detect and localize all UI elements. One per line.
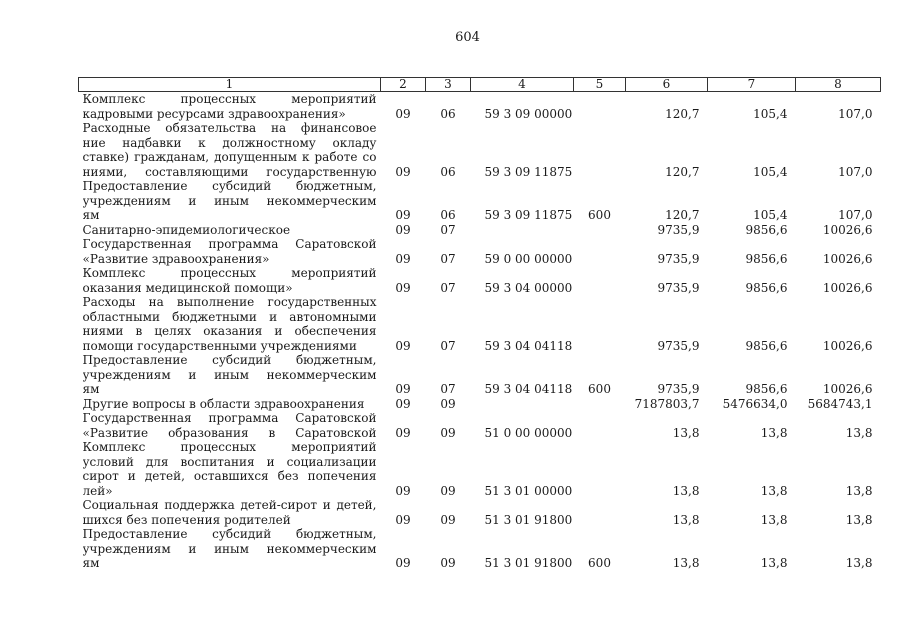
row-name-line: Комплекс процессных мероприятий	[82, 440, 377, 454]
row-name	[79, 92, 381, 122]
expense-type-code: 600	[588, 208, 611, 222]
section-code: 09	[395, 208, 411, 222]
table-row	[79, 179, 881, 223]
amount-year-1: 9735,9	[657, 338, 700, 353]
subsection-code: 07	[440, 338, 456, 353]
amount-year-3: 13,8	[845, 512, 873, 527]
amount-year-1: 120,7	[665, 106, 700, 121]
table-row	[79, 527, 881, 571]
header-row	[79, 78, 881, 92]
amount-year-3: 10026,6	[822, 251, 873, 266]
column-header-4: 4	[471, 78, 574, 92]
section-code: 09	[395, 483, 411, 498]
amount-year-3: 107,0	[838, 164, 873, 179]
row-name-line: ям	[82, 208, 100, 222]
subsection-code: 07	[440, 222, 456, 237]
expense-type-code	[574, 121, 626, 179]
target-article-code: 59 0 00 00000	[484, 251, 573, 266]
amount-year-2: 105,4	[753, 208, 788, 222]
amount-year-1: 9735,9	[657, 222, 700, 237]
amount-year-1: 13,8	[672, 483, 700, 498]
amount-year-1: 9735,9	[657, 251, 700, 266]
amount-year-3: 13,8	[845, 425, 873, 440]
expense-type-code	[574, 92, 626, 122]
row-name-line: условий для воспитания и социализации	[82, 454, 377, 469]
budget-table	[78, 77, 881, 571]
row-name-line: лей»	[82, 483, 113, 498]
amount-year-3: 107,0	[838, 106, 873, 121]
amount-year-2: 105,4	[753, 164, 788, 179]
row-name-line: ям	[82, 556, 100, 570]
page-number: 604	[455, 30, 480, 45]
amount-year-3: 13,8	[845, 556, 873, 570]
target-article-code: 59 3 09 11875	[484, 164, 573, 179]
row-name-line: сирот и детей, оставшихся без попечения	[82, 469, 377, 483]
column-header-2: 2	[381, 78, 426, 92]
row-name-line: ям	[82, 382, 100, 396]
column-header-5: 5	[574, 78, 626, 92]
expense-type-code	[574, 266, 626, 295]
row-name-line: Предоставление субсидий бюджетным,	[82, 527, 377, 541]
amount-year-2: 9856,6	[745, 338, 788, 353]
row-name-line: областными бюджетными и автономными	[82, 309, 377, 324]
row-name	[79, 266, 381, 295]
subsection-code: 07	[440, 382, 456, 396]
subsection-code: 06	[440, 106, 456, 121]
amount-year-2: 105,4	[753, 106, 788, 121]
target-article-code	[471, 223, 574, 238]
table-row	[79, 295, 881, 353]
expense-type-code: 600	[588, 556, 611, 570]
row-name-line: ние надбавки к должностному окладу	[82, 135, 377, 150]
row-name-line: учреждениям и иным некоммерческим	[82, 367, 377, 382]
row-name	[79, 223, 381, 238]
section-code: 09	[395, 382, 411, 396]
subsection-code: 07	[440, 280, 456, 295]
section-code: 09	[395, 222, 411, 237]
column-header-7: 7	[708, 78, 796, 92]
row-name-line: Государственная программа Саратовской	[82, 411, 377, 425]
row-name-line: Расходные обязательства на финансовое	[82, 121, 377, 135]
amount-year-3: 10026,6	[822, 222, 873, 237]
amount-year-2: 5476634,0	[722, 396, 788, 411]
section-code: 09	[395, 556, 411, 570]
table-row	[79, 237, 881, 266]
amount-year-2: 13,8	[760, 512, 788, 527]
column-header-1: 1	[79, 78, 381, 92]
table-row	[79, 223, 881, 238]
section-code: 09	[395, 251, 411, 266]
subsection-code: 07	[440, 251, 456, 266]
table-row	[79, 266, 881, 295]
amount-year-1: 13,8	[672, 425, 700, 440]
expense-type-code	[574, 237, 626, 266]
subsection-code: 09	[440, 396, 456, 411]
subsection-code: 06	[440, 208, 456, 222]
amount-year-3: 107,0	[838, 208, 873, 222]
row-name	[79, 397, 381, 412]
table-row	[79, 353, 881, 397]
row-name-line: «Развитие образования в Саратовской	[82, 425, 377, 440]
amount-year-1: 120,7	[665, 208, 700, 222]
amount-year-2: 9856,6	[745, 222, 788, 237]
expense-type-code	[574, 440, 626, 498]
row-name-line: Социальная поддержка детей-сирот и детей,	[82, 498, 377, 512]
row-name-line: Санитарно-эпидемиологическое	[82, 222, 291, 237]
row-name	[79, 237, 381, 266]
expense-type-code	[574, 397, 626, 412]
expense-type-code: 600	[588, 382, 611, 396]
row-name-line: Расходы на выполнение государственных	[82, 295, 377, 309]
row-name-line: оказания медицинской помощи»	[82, 280, 293, 295]
amount-year-1: 9735,9	[657, 280, 700, 295]
target-article-code: 59 3 09 11875	[484, 208, 573, 222]
row-name-line: ниями в целях оказания и обеспечения	[82, 324, 377, 338]
section-code: 09	[395, 396, 411, 411]
row-name-line: учреждениям и иным некоммерческим	[82, 193, 377, 208]
target-article-code: 51 3 01 00000	[484, 483, 573, 498]
column-header-6: 6	[626, 78, 708, 92]
row-name	[79, 411, 381, 440]
row-name-line: шихся без попечения родителей	[82, 512, 291, 527]
row-name	[79, 353, 381, 397]
amount-year-1: 7187803,7	[634, 396, 700, 411]
amount-year-1: 9735,9	[657, 382, 700, 396]
section-code: 09	[395, 280, 411, 295]
amount-year-2: 9856,6	[745, 280, 788, 295]
section-code: 09	[395, 164, 411, 179]
table-row	[79, 411, 881, 440]
subsection-code: 09	[440, 425, 456, 440]
target-article-code: 59 3 04 00000	[484, 280, 573, 295]
section-code: 09	[395, 106, 411, 121]
table-row	[79, 440, 881, 498]
row-name	[79, 179, 381, 223]
target-article-code: 51 3 01 91800	[484, 512, 573, 527]
row-name	[79, 498, 381, 527]
amount-year-3: 10026,6	[822, 382, 873, 396]
row-name-line: «Развитие здравоохранения»	[82, 251, 270, 266]
amount-year-3: 5684743,1	[807, 396, 873, 411]
amount-year-2: 13,8	[760, 425, 788, 440]
amount-year-1: 13,8	[672, 512, 700, 527]
target-article-code	[471, 397, 574, 412]
row-name-line: ниями, составляющими государственную	[82, 164, 377, 179]
expense-type-code	[574, 411, 626, 440]
column-header-3: 3	[426, 78, 471, 92]
target-article-code: 51 3 01 91800	[484, 556, 573, 570]
target-article-code: 59 3 04 04118	[484, 382, 573, 396]
amount-year-1: 13,8	[672, 556, 700, 570]
amount-year-3: 10026,6	[822, 280, 873, 295]
row-name-line: Комплекс процессных мероприятий	[82, 92, 377, 106]
row-name	[79, 440, 381, 498]
row-name-line: учреждениям и иным некоммерческим	[82, 541, 377, 556]
amount-year-1: 120,7	[665, 164, 700, 179]
expense-type-code	[574, 223, 626, 238]
target-article-code: 51 0 00 00000	[484, 425, 573, 440]
table-row	[79, 92, 881, 122]
amount-year-2: 13,8	[760, 556, 788, 570]
section-code: 09	[395, 512, 411, 527]
section-code: 09	[395, 338, 411, 353]
subsection-code: 06	[440, 164, 456, 179]
amount-year-2: 9856,6	[745, 382, 788, 396]
section-code: 09	[395, 425, 411, 440]
table-row	[79, 121, 881, 179]
row-name	[79, 527, 381, 571]
row-name-line: ставке) гражданам, допущенным к работе со	[82, 150, 377, 164]
row-name-line: Государственная программа Саратовской	[82, 237, 377, 251]
expense-type-code	[574, 498, 626, 527]
amount-year-2: 13,8	[760, 483, 788, 498]
table-row	[79, 498, 881, 527]
row-name-line: Комплекс процессных мероприятий	[82, 266, 377, 280]
row-name-line: Предоставление субсидий бюджетным,	[82, 353, 377, 367]
table-row	[79, 397, 881, 412]
row-name-line: Предоставление субсидий бюджетным,	[82, 179, 377, 193]
subsection-code: 09	[440, 556, 456, 570]
row-name-line: помощи государственными учреждениями	[82, 338, 357, 353]
subsection-code: 09	[440, 512, 456, 527]
target-article-code: 59 3 09 00000	[484, 106, 573, 121]
row-name	[79, 295, 381, 353]
amount-year-3: 13,8	[845, 483, 873, 498]
amount-year-2: 9856,6	[745, 251, 788, 266]
subsection-code: 09	[440, 483, 456, 498]
amount-year-3: 10026,6	[822, 338, 873, 353]
expense-type-code	[574, 295, 626, 353]
row-name	[79, 121, 381, 179]
target-article-code: 59 3 04 04118	[484, 338, 573, 353]
row-name-line: кадровыми ресурсами здравоохранения»	[82, 106, 346, 121]
column-header-8: 8	[796, 78, 881, 92]
row-name-line: Другие вопросы в области здравоохранения	[82, 396, 365, 411]
